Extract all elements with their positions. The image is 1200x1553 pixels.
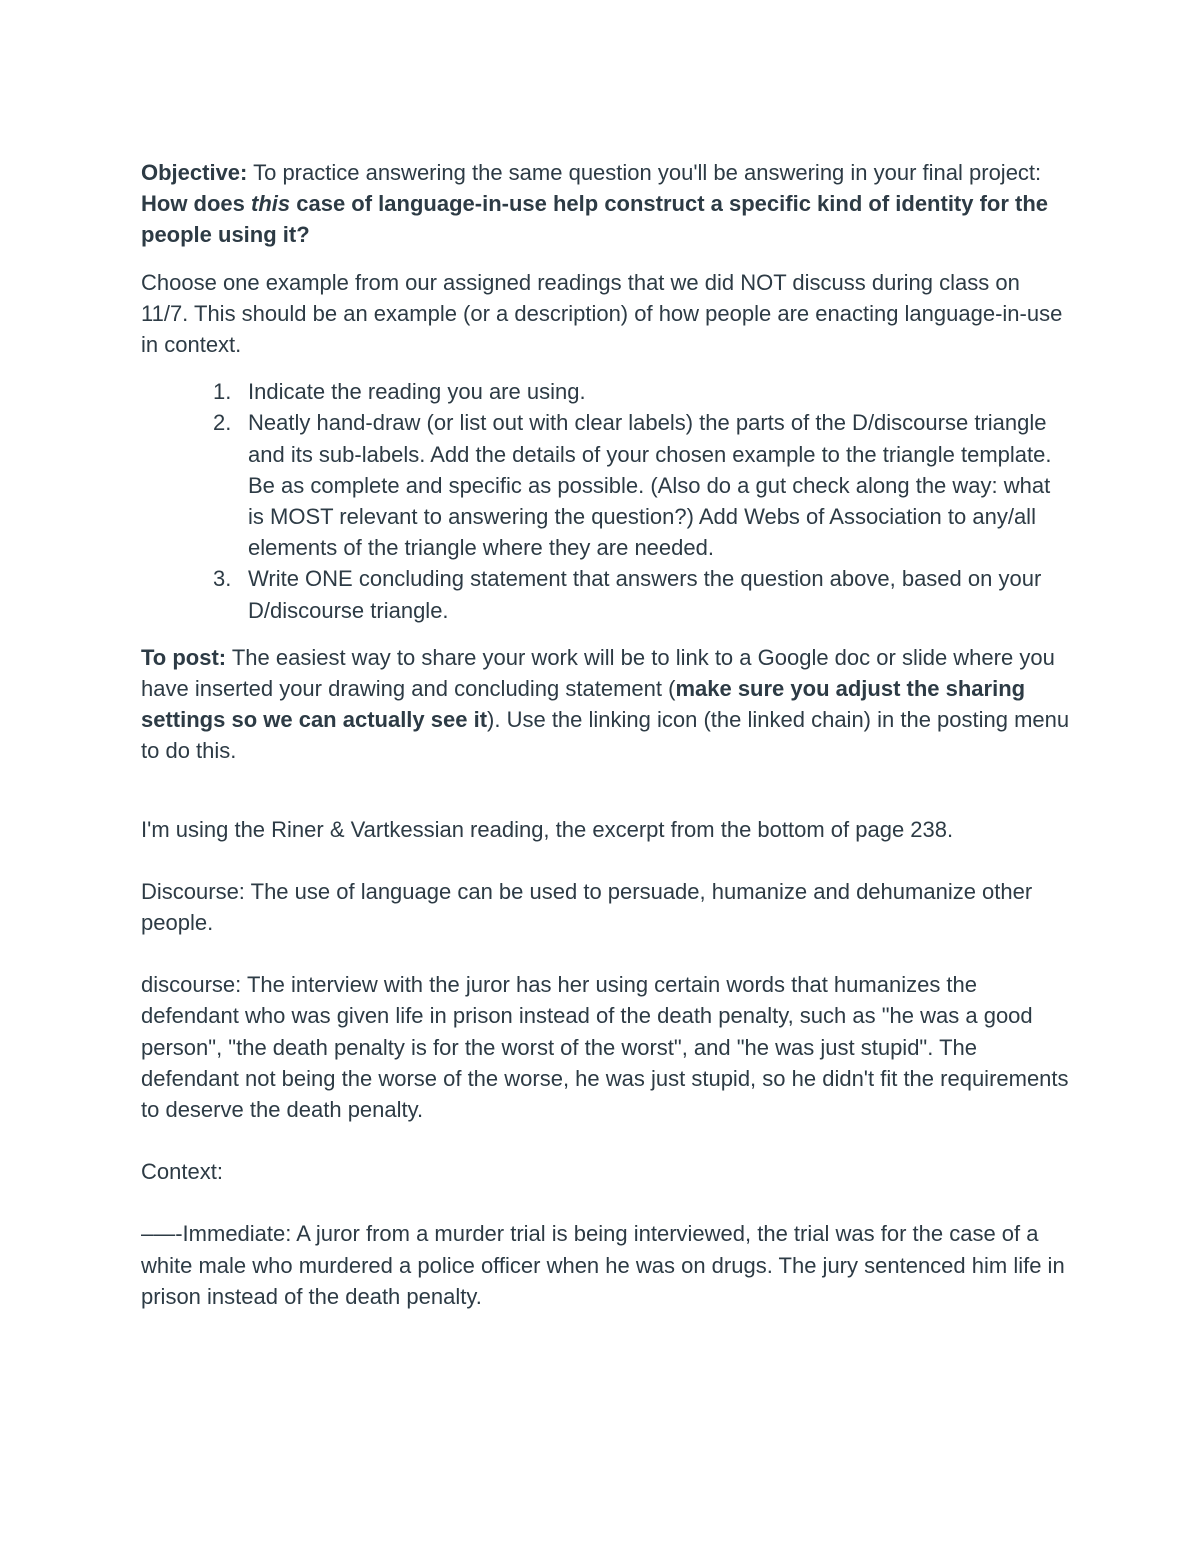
objective-label: Objective: — [141, 160, 248, 185]
list-item-text: Neatly hand-draw (or list out with clear labels) the parts of the D/discourse triangle and its sub-labels. Add the details of your chosen example to the triangle template. Be as complete and specific as possible. (Also do a gut check along the way: what is MOST relevant to answering the question?) Add Webs of Association to any/all elements of the triangle where they are needed. — [248, 410, 1052, 561]
list-item-text: Indicate the reading you are using. — [248, 379, 586, 405]
to-post-label: To post: — [141, 644, 227, 670]
instructions-list — [141, 376, 1071, 626]
list-item-number: 1. — [213, 379, 232, 405]
list-item — [141, 407, 1071, 563]
objective-text: To practice answering the same question you'll be answering in your final project: — [247, 160, 1042, 185]
to-post-text-end: ). Use the linking icon (the linked chain) in the posting menu to do this. — [141, 707, 1070, 764]
intro-paragraph: Choose one example from our assigned readings that we did NOT discuss during class on 11/7. This should be an example (or a description) of how people are enacting language-in-use in context. — [141, 269, 1063, 358]
list-item-text: Write ONE concluding statement that answers the question above, based on your D/discourse triangle. — [248, 566, 1042, 623]
list-item — [141, 376, 1071, 407]
question-part1: How does — [141, 191, 252, 217]
list-item — [141, 563, 1071, 625]
context-label: Context: — [141, 1159, 223, 1185]
list-item-number: 3. — [213, 566, 232, 592]
list-item-number: 2. — [213, 410, 232, 436]
question-part2: case of language-in-use help construct a specific kind of identity for the people using it? — [141, 191, 1049, 248]
to-post-paragraph — [141, 642, 1071, 767]
question-emphasis: this — [251, 191, 291, 217]
small-discourse-paragraph: discourse: The interview with the juror has her using certain words that humanizes the defendant who was given life in prison instead of the death penalty, such as "he was a good person", "the death penalty is for the worst of the worst", and "he was just stupid". The defendant not being the worse of the worse, he was just stupid, so he didn't fit the requirements to deserve the death penalty. — [141, 972, 1069, 1123]
immediate-context-paragraph: –—-Immediate: A juror from a murder trial is being interviewed, the trial was for the case of a white male who murdered a police officer when he was on drugs. The jury sentenced him life in prison instead of the death penalty. — [141, 1221, 1065, 1309]
document-body — [141, 157, 1071, 1312]
to-post-text: The easiest way to share your work will be to link to a Google doc or slide where you have inserted your drawing and concluding statement ( — [141, 644, 1055, 702]
reading-paragraph: I'm using the Riner & Vartkessian reading, the excerpt from the bottom of page 238. — [141, 816, 954, 842]
sharing-warning: make sure you adjust the sharing settings so we can actually see it — [141, 676, 1026, 733]
big-discourse-paragraph: Discourse: The use of language can be used to persuade, humanize and dehumanize other people. — [141, 878, 1033, 936]
objective-paragraph — [141, 157, 1071, 251]
